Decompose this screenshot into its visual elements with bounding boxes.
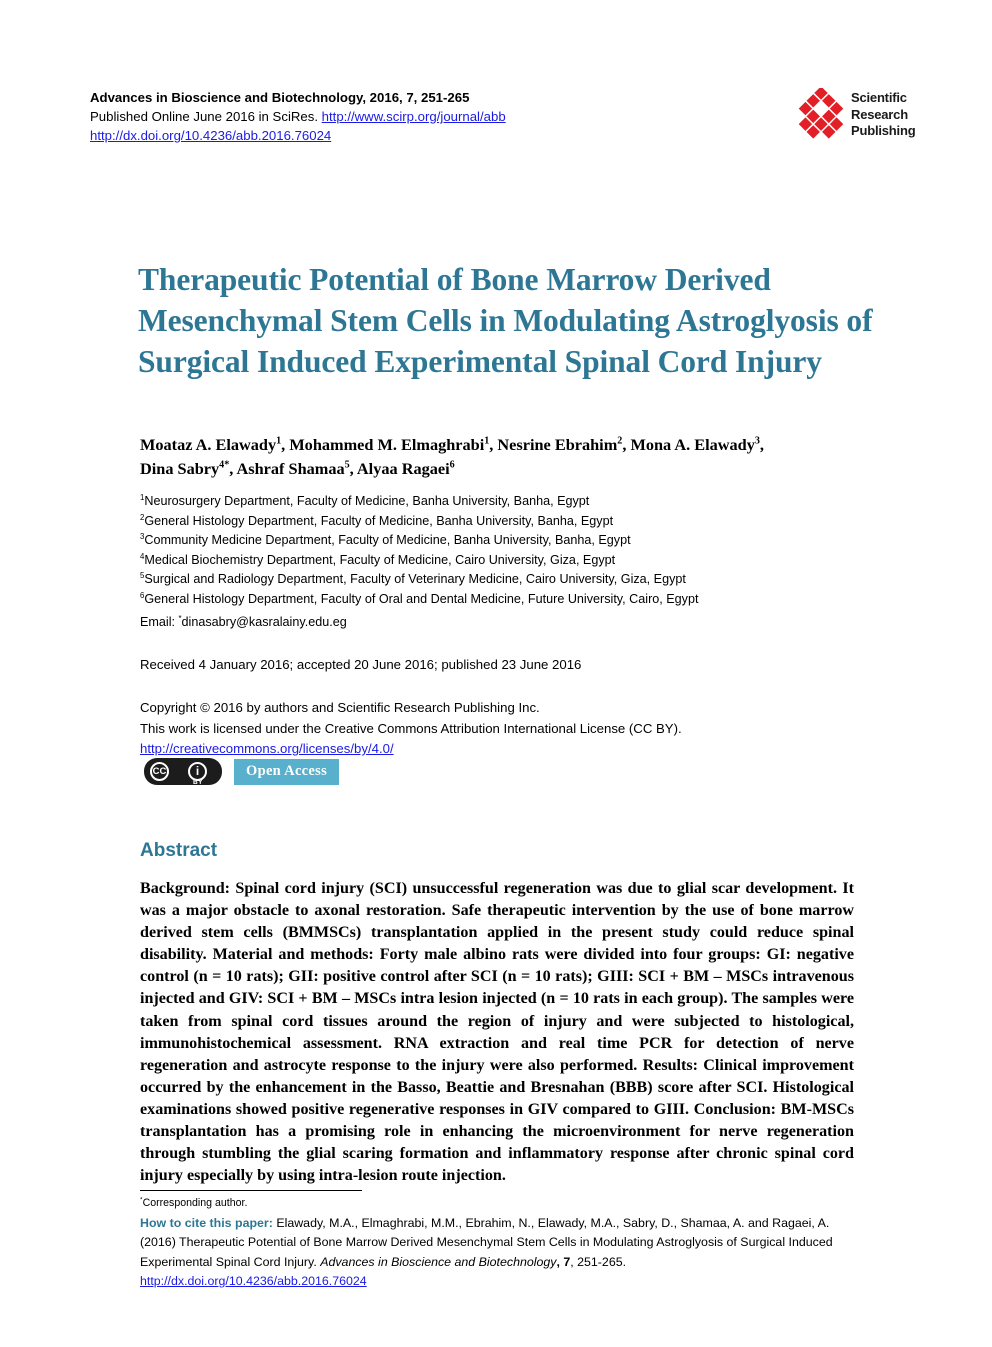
how-to-cite-block (140, 1214, 864, 1292)
author-affiliation-marker: 3 (754, 435, 760, 447)
published-online-prefix: Published Online June 2016 in SciRes. (90, 109, 322, 124)
publisher-logo (795, 86, 915, 148)
cc-circle-icon: CC (150, 762, 169, 781)
how-to-cite-volume: , 7 (556, 1254, 571, 1269)
author-affiliation-marker: 5 (344, 459, 350, 471)
author: Mona A. Elawady$^3$, (630, 435, 764, 454)
affiliation-marker: 6 (140, 590, 145, 600)
contact-email: dinasabry@kasralainy.edu.eg (181, 614, 347, 629)
published-online-line (90, 107, 780, 126)
corresponding-marker: * (178, 613, 182, 623)
how-to-cite-doi-link[interactable]: http://dx.doi.org/10.4236/abb.2016.76024 (140, 1274, 367, 1289)
journal-citation-line: Advances in Bioscience and Biotechnology, 2016, 7, 251-265 (90, 90, 470, 105)
author: Ashraf Shamaa$^5$, (236, 459, 357, 478)
corresponding-author-note: *Corresponding author. (140, 1196, 248, 1209)
author-affiliation-marker: 2 (617, 435, 623, 447)
author: Nesrine Ebrahim$^2$, (497, 435, 631, 454)
publisher-name-line1: Scientific (851, 90, 907, 105)
author: Alyaa Ragaei$^6$ (356, 459, 455, 478)
publisher-name (851, 90, 915, 140)
author-affiliation-marker: 6 (449, 459, 455, 471)
affiliation-marker: 2 (140, 512, 145, 522)
license-url-link[interactable]: http://creativecommons.org/licenses/by/4.0/ (140, 741, 394, 756)
publisher-name-line2: Research (851, 106, 908, 122)
affiliation-marker: 3 (140, 532, 145, 541)
author-affiliation-marker: 1 (484, 435, 490, 447)
cc-by-label: BY (192, 779, 204, 786)
doi-line (90, 126, 780, 145)
copyright-block (140, 698, 880, 760)
affiliation-marker: 5 (140, 571, 145, 581)
affiliation-marker: 1 (140, 492, 145, 502)
affiliation-item: $^1$Neurosurgery Department, Faculty of Medicine, Banha University, Banha, Egypt (140, 492, 590, 508)
author-line-2 (140, 457, 870, 481)
author: Mohammed M. Elmaghrabi$^1$, (289, 435, 498, 454)
affiliation-list (140, 492, 880, 632)
affiliation-marker: 4 (140, 551, 145, 561)
author-affiliation-marker: 1 (276, 435, 282, 447)
journal-url-link[interactable]: http://www.scirp.org/journal/abb (321, 109, 506, 124)
open-access-badge: Open Access (234, 759, 339, 785)
affiliation-item: $^6$General Histology Department, Faculty of Oral and Dental Medicine, Future University, Cairo, Egypt (140, 590, 699, 606)
corresponding-marker: * (140, 1196, 143, 1204)
author: Dina Sabry$^{4*}$, (140, 459, 237, 478)
affiliation-item: $^2$General Histology Department, Faculty of Medicine, Banha University, Banha, Egypt (140, 512, 614, 528)
abstract-text: Background: Spinal cord injury (SCI) unsuccessful regeneration was due to glial scar development. It was a major obstacle to axonal restoration. Safe therapeutic intervention by the use of bone marrow derived stem cells (BMMSCs) transplantation applied in the present study could reduce spinal disability. Material and methods: Forty male albino rats were divided into four groups: GI: negative control (n = 10 rats); GII: positive control after SCI (n = 10 rats); GIII: SCI + BM – MSCs intravenous injected and GIV: SCI + BM – MSCs intra lesion injected (n = 10 rats in each group). The samples were taken from spinal cord tissues around the region of injury and were subjected to histological, immunohistochemical assessment. RNA extraction and real time PCR for detection of nerve regeneration and astrocyte response to the injury were also performed. Results: Clinical improvement occurred by the enhancement in the Basso, Beattie and Bresnahan (BBB) score after SCI. Histological examinations showed positive regenerative responses in GIV compared to GIII. Conclusion: BM-MSCs transplantation has a promising role in enhancing the microenvironment for nerve regeneration through stumbling the glial scaring formation and inflammatory response after chronic spinal cord injury especially by using intra-lesion route injection. (140, 880, 854, 1185)
how-to-cite-journal: Advances in Bioscience and Biotechnology (320, 1254, 557, 1269)
cc-attribution-person-icon: i (188, 762, 207, 781)
publication-dates: Received 4 January 2016; accepted 20 June 2016; published 23 June 2016 (140, 657, 582, 672)
affiliation-item: $^3$Community Medicine Department, Faculty of Medicine, Banha University, Banha, Egypt (140, 532, 631, 548)
creative-commons-by-icon[interactable] (144, 758, 222, 785)
masthead (90, 88, 780, 145)
publisher-name-line3: Publishing (851, 123, 916, 138)
author-list (140, 433, 870, 481)
page-title: Therapeutic Potential of Bone Marrow Derived Mesenchymal Stem Cells in Modulating Astroglyosis of Surgical Induced Experimental Spinal Cord Injury (138, 262, 873, 380)
affiliation-item: $^5$Surgical and Radiology Department, Faculty of Veterinary Medicine, Cairo University, Giza, Egypt (140, 571, 686, 587)
footnote-divider (140, 1190, 362, 1191)
license-badges (144, 758, 339, 785)
copyright-line: Copyright © 2016 by authors and Scientific Research Publishing Inc. (140, 700, 540, 715)
doi-url-link[interactable]: http://dx.doi.org/10.4236/abb.2016.76024 (90, 128, 332, 143)
affiliation-item: $^4$Medical Biochemistry Department, Faculty of Medicine, Cairo University, Giza, Egypt (140, 551, 616, 567)
author: Moataz A. Elawady$^1$, (140, 435, 290, 454)
contact-email-line: Email: *dinasabry@kasralainy.edu.eg (140, 613, 347, 629)
scirp-diamond-icon (795, 88, 847, 144)
how-to-cite-pages: , 251-265. (570, 1254, 627, 1269)
license-line: This work is licensed under the Creative Commons Attribution International License (CC BY). (140, 720, 682, 736)
how-to-cite-authors: Elawady, M.A., Elmaghrabi, M.M., Ebrahim, N., Elawady, M.A., Sabry, D., Shamaa, A. and Ragaei, A. (2016) Therapeutic Potential of Bone Marrow Derived Mesenchymal Stem Cells in Modulating Astroglyosis of Surgical Induced Experimental Spinal Cord Injury. (140, 1216, 833, 1269)
author-line-1 (140, 433, 870, 457)
abstract-heading: Abstract (140, 840, 218, 861)
how-to-cite-label: How to cite this paper: (140, 1216, 273, 1230)
author-affiliation-marker: 4* (219, 459, 230, 471)
